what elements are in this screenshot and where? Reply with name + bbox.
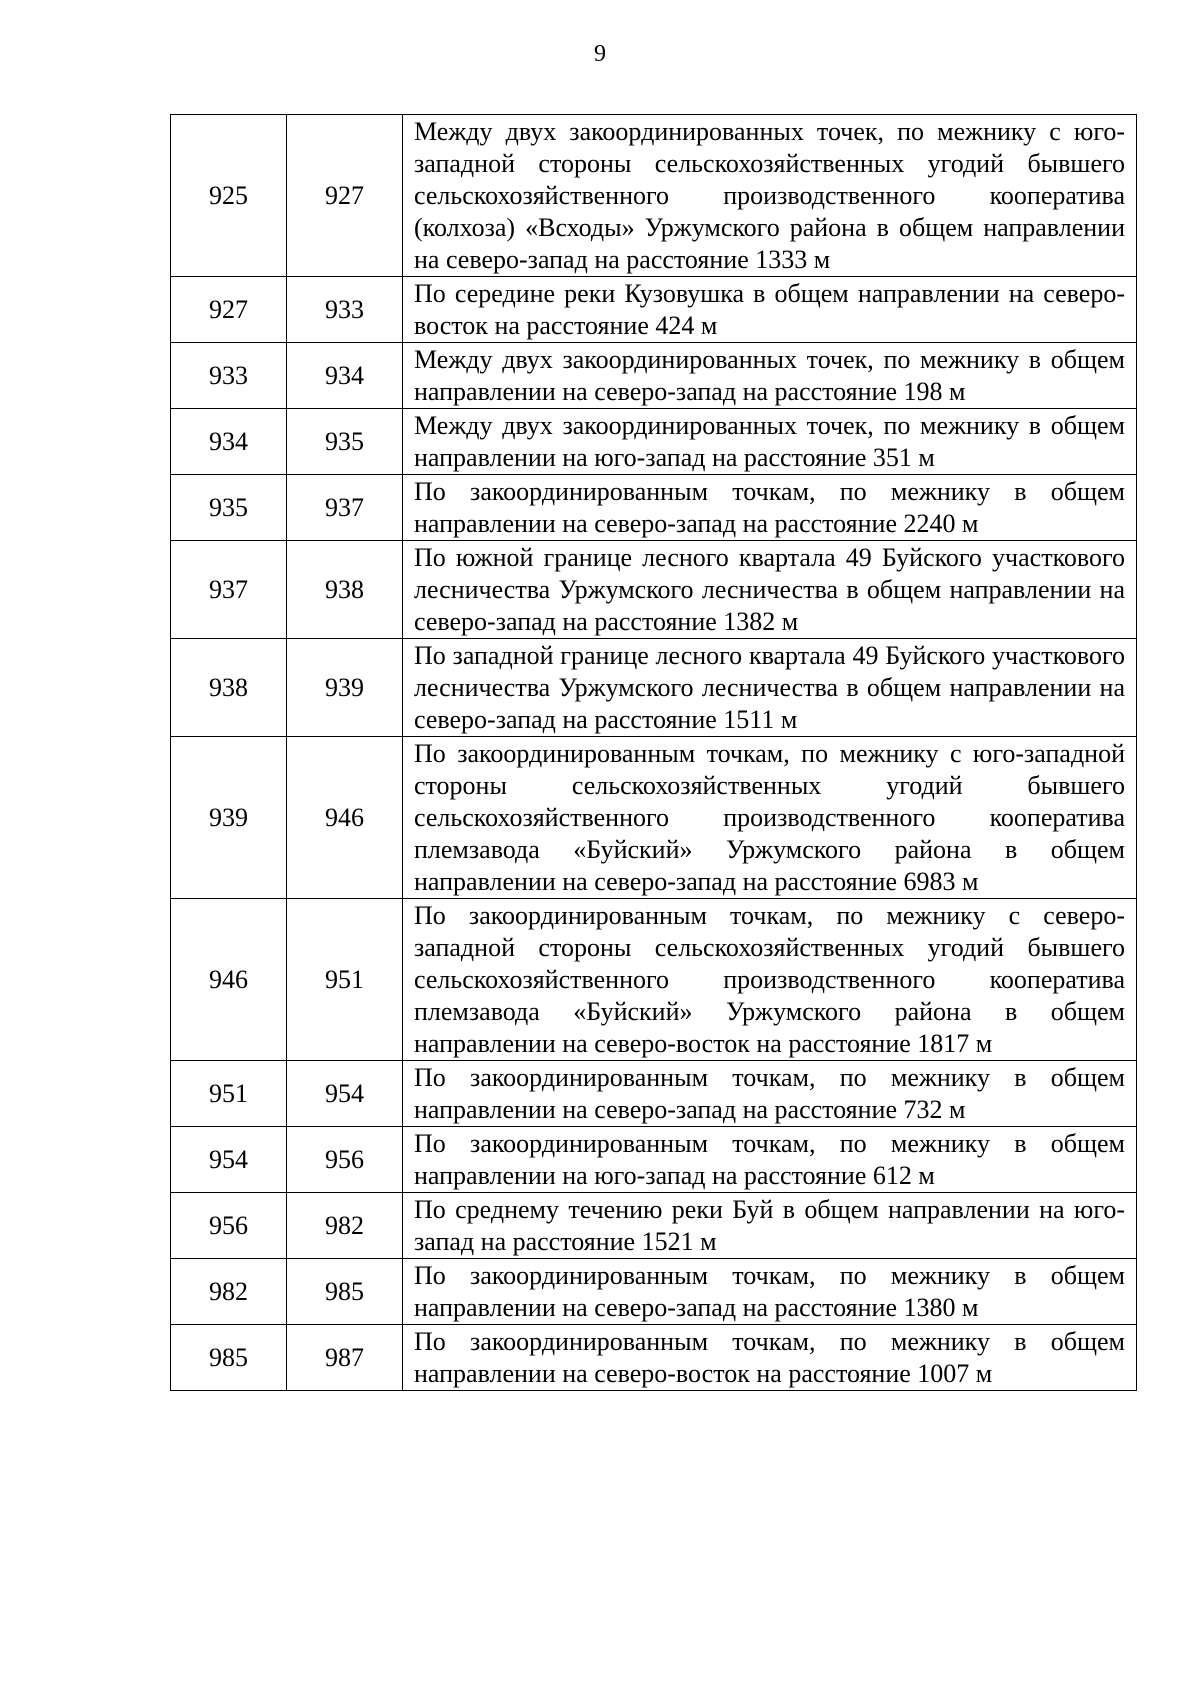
to-point-cell: 938 bbox=[287, 541, 403, 639]
table-row bbox=[171, 1325, 1137, 1391]
to-point-cell: 956 bbox=[287, 1127, 403, 1193]
description-cell: По середине реки Кузовушка в общем направлении на северо-восток на расстояние 424 м bbox=[403, 277, 1137, 343]
description-cell: По закоординированным точкам, по межнику в общем направлении на северо-восток на расстояние 1007 м bbox=[403, 1325, 1137, 1391]
from-point-cell: 951 bbox=[171, 1061, 287, 1127]
description-cell: По южной границе лесного квартала 49 Буйского участкового лесничества Уржумского лесничества в общем направлении на северо-запад на расстояние 1382 м bbox=[403, 541, 1137, 639]
to-point-cell: 933 bbox=[287, 277, 403, 343]
description-cell: По среднему течению реки Буй в общем направлении на юго-запад на расстояние 1521 м bbox=[403, 1193, 1137, 1259]
table-row bbox=[171, 639, 1137, 737]
description-cell: Между двух закоординированных точек, по межнику в общем направлении на юго-запад на расстояние 351 м bbox=[403, 409, 1137, 475]
to-point-cell: 987 bbox=[287, 1325, 403, 1391]
to-point-cell: 982 bbox=[287, 1193, 403, 1259]
table-row bbox=[171, 899, 1137, 1061]
table-row bbox=[171, 1127, 1137, 1193]
from-point-cell: 938 bbox=[171, 639, 287, 737]
to-point-cell: 985 bbox=[287, 1259, 403, 1325]
to-point-cell: 927 bbox=[287, 115, 403, 277]
from-point-cell: 935 bbox=[171, 475, 287, 541]
from-point-cell: 925 bbox=[171, 115, 287, 277]
description-cell: По закоординированным точкам, по межнику в общем направлении на юго-запад на расстояние 612 м bbox=[403, 1127, 1137, 1193]
table-row bbox=[171, 343, 1137, 409]
table-row bbox=[171, 475, 1137, 541]
from-point-cell: 927 bbox=[171, 277, 287, 343]
description-cell: По закоординированным точкам, по межнику в общем направлении на северо-запад на расстояние 732 м bbox=[403, 1061, 1137, 1127]
description-cell: Между двух закоординированных точек, по межнику в общем направлении на северо-запад на расстояние 198 м bbox=[403, 343, 1137, 409]
from-point-cell: 954 bbox=[171, 1127, 287, 1193]
from-point-cell: 937 bbox=[171, 541, 287, 639]
description-cell: По закоординированным точкам, по межнику с северо-западной стороны сельскохозяйственных угодий бывшего сельскохозяйственного производственного кооператива племзавода «Буйский» Уржумского района в общем направлении на северо-восток на расстояние 1817 м bbox=[403, 899, 1137, 1061]
from-point-cell: 985 bbox=[171, 1325, 287, 1391]
table-row bbox=[171, 1259, 1137, 1325]
to-point-cell: 951 bbox=[287, 899, 403, 1061]
page-number: 9 bbox=[594, 41, 606, 67]
to-point-cell: 954 bbox=[287, 1061, 403, 1127]
table-row bbox=[171, 737, 1137, 899]
from-point-cell: 933 bbox=[171, 343, 287, 409]
description-cell: По закоординированным точкам, по межнику в общем направлении на северо-запад на расстояние 1380 м bbox=[403, 1259, 1137, 1325]
to-point-cell: 937 bbox=[287, 475, 403, 541]
from-point-cell: 934 bbox=[171, 409, 287, 475]
description-cell: По западной границе лесного квартала 49 Буйского участкового лесничества Уржумского лесничества в общем направлении на северо-запад на расстояние 1511 м bbox=[403, 639, 1137, 737]
from-point-cell: 982 bbox=[171, 1259, 287, 1325]
description-cell: По закоординированным точкам, по межнику в общем направлении на северо-запад на расстояние 2240 м bbox=[403, 475, 1137, 541]
table-row bbox=[171, 1061, 1137, 1127]
description-cell: По закоординированным точкам, по межнику с юго-западной стороны сельскохозяйственных угодий бывшего сельскохозяйственного производственного кооператива племзавода «Буйский» Уржумского района в общем направлении на северо-запад на расстояние 6983 м bbox=[403, 737, 1137, 899]
to-point-cell: 935 bbox=[287, 409, 403, 475]
to-point-cell: 946 bbox=[287, 737, 403, 899]
from-point-cell: 946 bbox=[171, 899, 287, 1061]
from-point-cell: 939 bbox=[171, 737, 287, 899]
table-row bbox=[171, 1193, 1137, 1259]
table-row bbox=[171, 409, 1137, 475]
description-cell: Между двух закоординированных точек, по межнику с юго-западной стороны сельскохозяйственных угодий бывшего сельскохозяйственного производственного кооператива (колхоза) «Всходы» Уржумского района в общем направлении на северо-запад на расстояние 1333 м bbox=[403, 115, 1137, 277]
to-point-cell: 934 bbox=[287, 343, 403, 409]
boundary-table-body bbox=[171, 115, 1137, 1391]
table-row bbox=[171, 115, 1137, 277]
from-point-cell: 956 bbox=[171, 1193, 287, 1259]
to-point-cell: 939 bbox=[287, 639, 403, 737]
table-row bbox=[171, 277, 1137, 343]
boundary-table bbox=[170, 114, 1137, 1391]
table-row bbox=[171, 541, 1137, 639]
